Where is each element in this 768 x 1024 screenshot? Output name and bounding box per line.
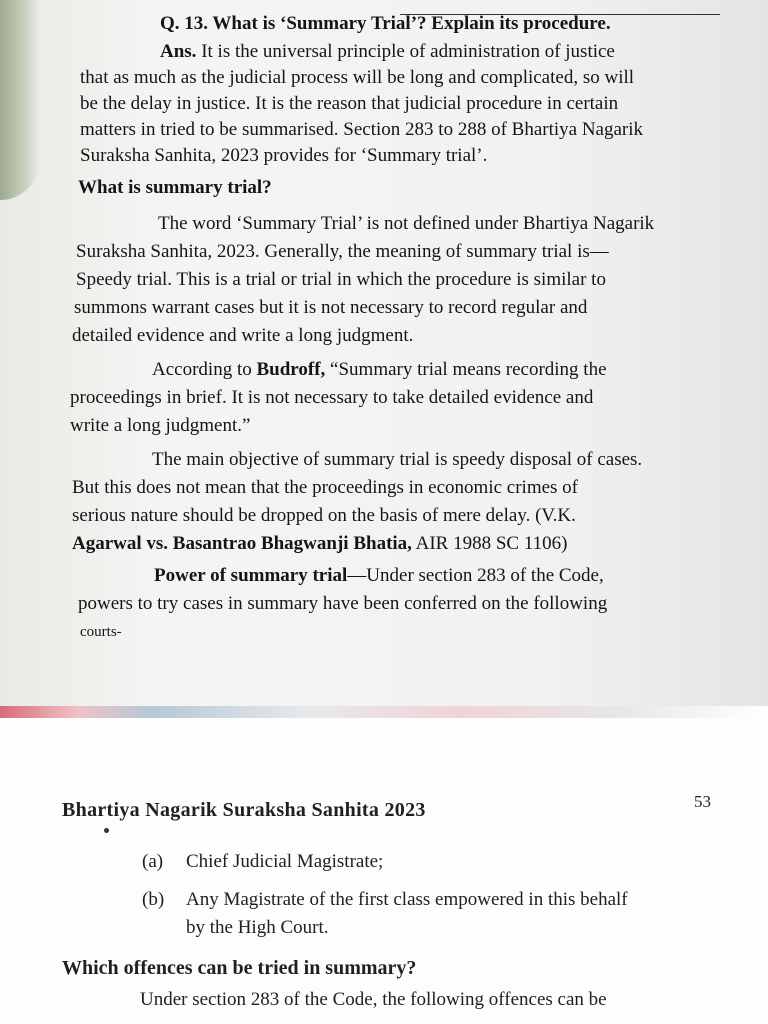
para5-line2: powers to try cases in summary have been conferred on the following [78, 593, 608, 614]
bottom-last-line: Under section 283 of the Code, the following offences can be [140, 989, 607, 1010]
page-edge-shadow [0, 0, 40, 200]
para4-line2: But this does not mean that the proceedings in economic crimes of [72, 477, 579, 498]
question-heading: Q. 13. What is ‘Summary Trial’? Explain its procedure. [160, 13, 611, 34]
item-b-continued: by the High Court. [186, 917, 329, 938]
para1-line1-text: It is the universal principle of administration of justice [196, 41, 615, 62]
para4-line4 [72, 532, 567, 556]
para2-line2: Suraksha Sanhita, 2023. Generally, the meaning of summary trial is— [76, 241, 609, 262]
para4-line3: serious nature should be dropped on the basis of mere delay. (V.K. [72, 505, 576, 526]
para1-line4: matters in tried to be summarised. Section 283 to 288 of Bhartiya Nagarik [80, 119, 644, 140]
para2-line3: Speedy trial. This is a trial or trial in which the procedure is similar to [76, 269, 606, 290]
budroff-name: Budroff, [256, 359, 326, 380]
running-head: Bhartiya Nagarik Suraksha Sanhita 2023 [62, 799, 426, 821]
torn-page-edge [0, 706, 768, 718]
case-citation: Agarwal vs. Basantrao Bhagwanji Bhatia, [72, 533, 412, 554]
bullet-dot [104, 828, 109, 833]
para1-line5: Suraksha Sanhita, 2023 provides for ‘Summary trial’. [80, 145, 488, 166]
para3-line2: proceedings in brief. It is not necessary to take detailed evidence and [70, 387, 594, 408]
item-b-marker: (b) [142, 889, 165, 910]
para3-line1-pre: According to [152, 359, 257, 380]
para5-line1 [154, 564, 604, 588]
power-of-summary-trial-label: Power of summary trial [154, 565, 348, 586]
para1-line2: that as much as the judicial process will be long and complicated, so will [80, 67, 635, 88]
bottom-page [0, 718, 768, 1024]
para3-line3: write a long judgment.” [70, 415, 251, 436]
para2-line1: The word ‘Summary Trial’ is not defined under Bhartiya Nagarik [158, 213, 655, 234]
item-a-text: Chief Judicial Magistrate; [186, 851, 384, 872]
subheading-offences: Which offences can be tried in summary? [62, 957, 417, 979]
para3-line1-post: “Summary trial means recording the [325, 359, 607, 380]
item-a-marker: (a) [142, 851, 164, 872]
para1-line1 [160, 40, 615, 64]
para5-line1-post: —Under section 283 of the Code, [347, 565, 604, 586]
ans-lead: Ans. [160, 41, 197, 62]
para4-line1: The main objective of summary trial is speedy disposal of cases. [152, 449, 643, 470]
para4-line4-post: AIR 1988 SC 1106) [411, 533, 568, 554]
page-number: 53 [694, 792, 711, 811]
para3-line1 [152, 358, 607, 382]
item-b-text: Any Magistrate of the first class empowered in this behalf [186, 889, 628, 910]
para1-line3: be the delay in justice. It is the reason that judicial procedure in certain [80, 93, 619, 114]
subheading-what-is-summary-trial: What is summary trial? [78, 177, 272, 198]
para2-line4: summons warrant cases but it is not necessary to record regular and [74, 297, 588, 318]
para5-line3: courts- [80, 624, 122, 640]
para2-line5: detailed evidence and write a long judgment. [72, 325, 414, 346]
